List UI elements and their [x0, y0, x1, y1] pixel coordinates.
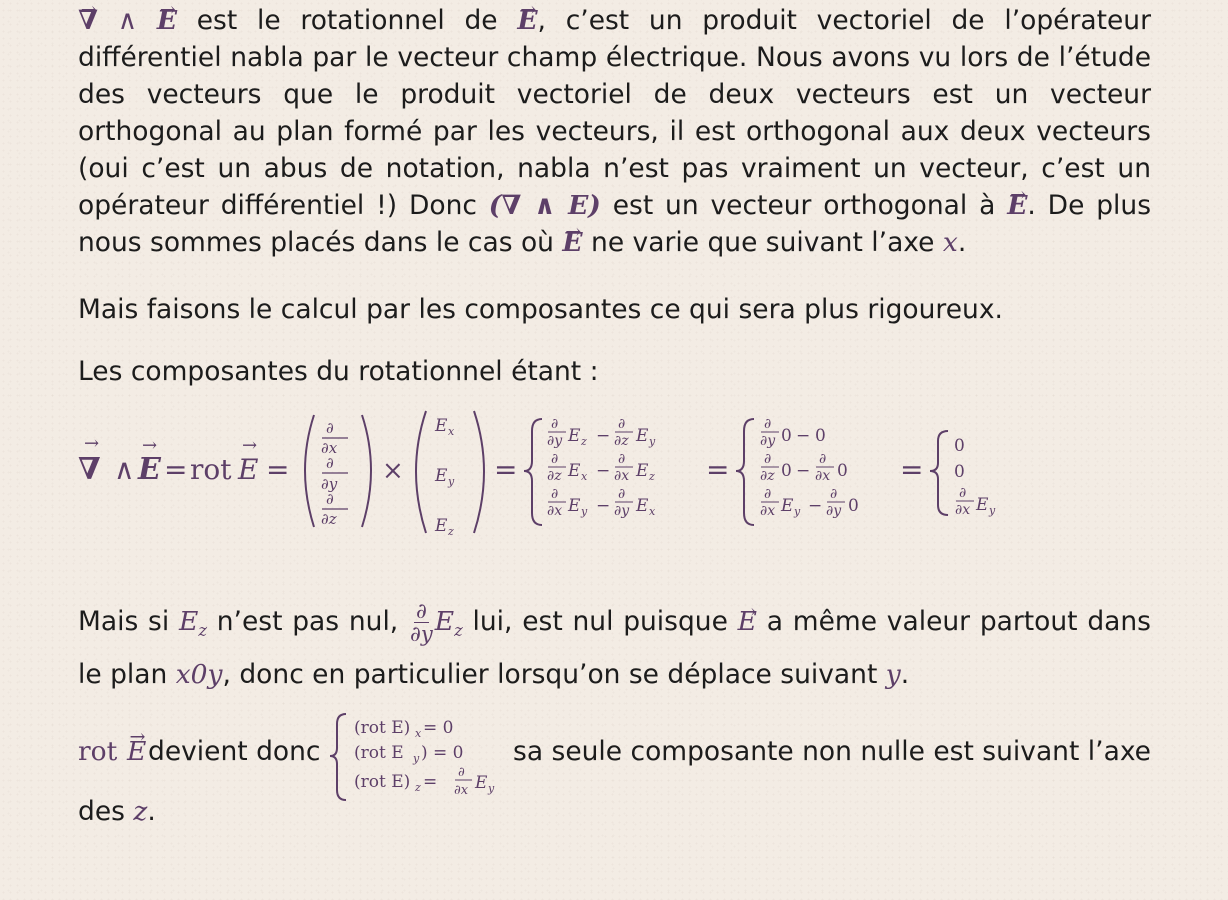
system-line: (rot E: [354, 743, 404, 763]
svg-text:∂: ∂: [551, 416, 559, 432]
svg-text:−: −: [596, 496, 611, 516]
svg-text:x: x: [448, 425, 455, 438]
left-brace: [524, 419, 542, 525]
svg-text:∂z: ∂z: [614, 433, 629, 449]
svg-text:∂: ∂: [764, 451, 772, 467]
partial-dx: ∂x: [321, 439, 338, 457]
svg-text:∂y: ∂y: [614, 503, 630, 519]
paragraph-composantes: Les composantes du rotationnel étant :: [78, 356, 599, 387]
right-paren: [474, 411, 484, 533]
paragraph-conclusion: [78, 708, 1151, 838]
svg-text:x: x: [415, 727, 422, 740]
left-brace: [736, 419, 754, 525]
vector-e: E: [238, 453, 259, 486]
svg-text:) = 0: ) = 0: [421, 743, 464, 763]
left-brace: [930, 431, 948, 515]
svg-text:0: 0: [848, 496, 859, 516]
variable-ez: $E_z$: [434, 606, 463, 640]
vector-e: E: [138, 452, 161, 487]
svg-text:E: E: [636, 461, 649, 481]
svg-text:∂y: ∂y: [760, 433, 776, 449]
system-line: (rot E): [354, 718, 411, 738]
vector-e: → E: [127, 736, 146, 767]
vector-e: → E: [517, 2, 537, 39]
svg-text:E: E: [568, 426, 581, 446]
svg-text:∂: ∂: [764, 486, 772, 502]
text-line: des z.: [78, 796, 156, 827]
svg-text:∂z: ∂z: [760, 468, 775, 484]
text: .: [957, 227, 967, 258]
variable-z: z: [133, 796, 148, 827]
svg-text:E: E: [568, 496, 581, 516]
svg-text:∂x: ∂x: [815, 468, 831, 484]
svg-text:E: E: [636, 496, 649, 516]
svg-text:z: z: [448, 525, 454, 538]
svg-text:∂: ∂: [551, 451, 559, 467]
svg-text:∂z: ∂z: [547, 468, 562, 484]
svg-text:x: x: [649, 505, 656, 518]
equals-sign: =: [900, 453, 924, 486]
left-paren: [305, 415, 314, 527]
svg-text:−: −: [796, 461, 811, 481]
svg-text:∂y: ∂y: [547, 433, 563, 449]
variable-ez: $E_z$: [178, 606, 207, 640]
svg-text:∂: ∂: [819, 451, 827, 467]
vector-e: → E: [562, 224, 582, 261]
partial: ∂: [326, 419, 334, 437]
svg-text:0: 0: [837, 461, 848, 481]
svg-text:∂: ∂: [830, 486, 838, 502]
rotationnel-equation: [70, 405, 1070, 545]
svg-text:E: E: [475, 773, 488, 793]
vector-arrow: →: [142, 435, 158, 456]
e-component: E: [435, 516, 448, 536]
svg-text:E: E: [781, 496, 794, 516]
left-paren: [416, 411, 426, 533]
variable-y: y: [885, 658, 901, 690]
system-brace: [330, 710, 540, 804]
svg-text:y: y: [649, 435, 656, 448]
svg-text:z: z: [581, 435, 587, 448]
svg-text:−: −: [596, 461, 611, 481]
svg-text:∂: ∂: [764, 416, 772, 432]
svg-text:∂x: ∂x: [614, 468, 630, 484]
result-y: 0: [954, 462, 965, 482]
result-z: [955, 485, 996, 518]
svg-text:y: y: [794, 505, 801, 518]
svg-text:y: y: [488, 782, 495, 795]
matrix-row: [760, 486, 859, 519]
e-component: E: [435, 416, 448, 436]
svg-text:∂y: ∂y: [826, 503, 842, 519]
partial-dz: ∂z: [321, 510, 337, 528]
matrix-row: [547, 451, 655, 484]
svg-text:0: 0: [781, 461, 792, 481]
svg-text:−: −: [808, 496, 823, 516]
svg-text:∂x: ∂x: [760, 503, 776, 519]
result-x: 0: [954, 436, 965, 456]
system-line: (rot E): [354, 772, 411, 792]
svg-text:−: −: [596, 426, 611, 446]
partial-fraction: $\frac{\partial}{\partial y}$: [410, 599, 433, 647]
svg-text:∂: ∂: [618, 486, 626, 502]
svg-text:x: x: [581, 470, 588, 483]
svg-text:∂x: ∂x: [454, 783, 469, 798]
rot-operator: rot: [78, 736, 118, 767]
equals-sign: =: [266, 453, 290, 486]
text: est le rotationnel de: [177, 5, 518, 36]
wedge-symbol: ∧: [117, 5, 138, 36]
matrix-row: [547, 486, 656, 519]
partial-dy: ∂y: [321, 475, 338, 493]
variable-x: x: [942, 227, 958, 258]
svg-text:∂: ∂: [551, 486, 559, 502]
svg-text:y: y: [989, 504, 996, 517]
paragraph-ez-explanation: Mais si $E_z$ n’est pas nul, $\frac{\partial}{\partial y}$ $E_z$ lui, est nul puisque → E a même valeur partout dans le plan x0y, donc en particulier lorsqu’on se déplace suivant y.: [78, 600, 1151, 697]
vector-e: → E: [1007, 187, 1027, 224]
nabla-wedge-expression: (∇ ∧ E): [488, 190, 601, 221]
svg-text:∂: ∂: [618, 416, 626, 432]
svg-text:z: z: [649, 470, 655, 483]
nabla-symbol: ∇: [78, 452, 101, 487]
wedge-symbol: ∧: [114, 453, 135, 486]
matrix-row: [760, 451, 848, 484]
vector-arrow: →: [242, 435, 258, 456]
text: sa seule composante non nulle est suivant l’axe: [513, 736, 1151, 767]
svg-text:=: =: [423, 772, 438, 792]
svg-text:y: y: [581, 505, 588, 518]
paragraph-rotationnel-intro: [78, 2, 1151, 261]
matrix-row: [760, 416, 826, 449]
e-component: E: [435, 466, 448, 486]
svg-text:∂x: ∂x: [547, 503, 563, 519]
vector-e: → E: [157, 2, 177, 39]
svg-text:= 0: = 0: [423, 718, 454, 738]
equals-sign: =: [706, 453, 730, 486]
paragraph-calcul: Mais faisons le calcul par les composantes ce qui sera plus rigoureux.: [78, 294, 1003, 325]
matrix-row: [547, 416, 656, 449]
text: , c’est un produit vectoriel de l’opérateur différentiel nabla par le vecteur champ électrique. Nous avons vu lors de l’étude des vecteurs que le produit vectoriel de deux vecteurs est un vecteur orthogonal au plan formé par les vecteurs, il est orthogonal aux deux vecteurs (oui c’est un abus de notation, nabla n’est pas vraiment un vecteur, c’est un opérateur différentiel !) Donc: [78, 5, 1151, 221]
svg-text:∂: ∂: [959, 485, 967, 501]
times-sign: ×: [382, 456, 404, 486]
text: devient donc: [148, 736, 321, 767]
svg-text:0: 0: [815, 426, 826, 446]
svg-text:E: E: [636, 426, 649, 446]
text: ne varie que suivant l’axe: [582, 227, 943, 258]
partial: ∂: [326, 454, 334, 472]
svg-text:y: y: [448, 475, 455, 488]
text: . De plus nous sommes placés dans le cas où: [78, 190, 1152, 258]
text: est un vecteur orthogonal à: [600, 190, 1008, 221]
svg-text:E: E: [568, 461, 581, 481]
partial: ∂: [326, 490, 334, 508]
svg-text:0: 0: [781, 426, 792, 446]
right-paren: [362, 415, 371, 527]
nabla-symbol: → ∇: [78, 2, 98, 39]
svg-text:∂: ∂: [458, 765, 465, 780]
svg-text:−: −: [796, 426, 811, 446]
vector-e: → E: [738, 600, 757, 644]
svg-text:y: y: [413, 752, 420, 765]
equals-sign: =: [494, 453, 518, 486]
svg-text:E: E: [976, 495, 989, 515]
svg-text:z: z: [415, 781, 421, 794]
plane-x0y: x0y: [175, 658, 223, 690]
svg-text:∂x: ∂x: [955, 502, 971, 518]
equals-sign: =: [164, 453, 188, 486]
vector-arrow: →: [84, 433, 100, 454]
svg-text:∂: ∂: [618, 451, 626, 467]
rot-operator: rot: [190, 453, 232, 486]
